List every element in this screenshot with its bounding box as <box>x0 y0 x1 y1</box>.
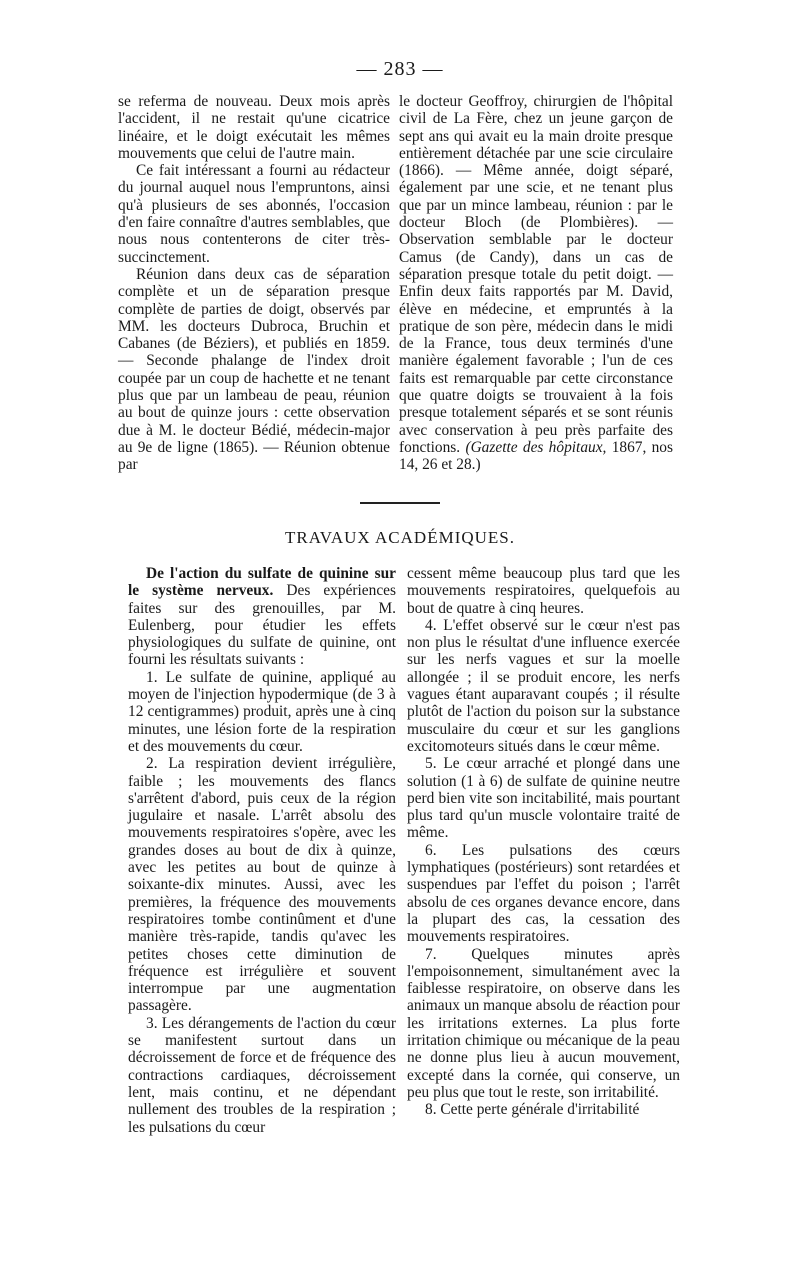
paragraph: 1. Le sulfate de quinine, appliqué au moyen de l'injection hypodermique (de 3 à 12 centigrammes) produit, après une à cinq minutes, une lésion forte de la respiration et des mouvements du cœur. <box>128 668 396 755</box>
citation-reference: 1867, nos 14, 26 et 28.) <box>399 438 673 474</box>
paragraph: 6. Les pulsations des cœurs lymphatiques (postérieurs) sont retardées et suspendues par l'effet du poison ; l'arrêt absolu de ces organes devance encore, dans la plupart des cas, la cessation des mouvements respiratoires. <box>407 841 680 946</box>
article-intro <box>128 565 396 669</box>
paragraph: 7. Quelques minutes après l'empoisonnement, simultanément avec la faiblesse respiratoire, on observe dans les animaux un manque absolu de réaction pour les irritations externes. La plus forte irritation chimique ou mécanique de la peau ne donne plus lieu à aucun mouvement, excepté dans la cornée, qui conserve, un peu plus que tout le reste, son irritabilité. <box>407 945 680 1101</box>
article-heading: De l'action du sulfate de quinine sur le système nerveux. <box>128 565 396 600</box>
bottom-right-column <box>407 565 680 1119</box>
paragraph-text: Des expériences faites sur des grenouilles, par M. Eulenberg, pour étudier les effets physiologiques du sulfate de quinine, ont fourni les résultats suivants : <box>128 582 396 669</box>
paragraph <box>399 93 673 474</box>
top-left-column <box>118 93 390 474</box>
top-right-column <box>399 93 673 474</box>
paragraph-text: le docteur Geoffroy, chirurgien de l'hôpital civil de La Fère, chez un jeune garçon de sept ans qui avait eu la main droite presque entièrement détachée par une scie circulaire (1866). — Même année, doigt séparé, également par une scie, et ne tenant plus que par un mince lambeau, réunion : par le docteur Bloch (de Plombières). — Observation semblable par le docteur Camus (de Candy), dans un cas de séparation presque totale du petit doigt. — Enfin deux faits rapportés par M. David, élève en médecine, et empruntés à la pratique de son père, médecin dans le midi de la France, tous deux terminés d'une manière également favorable ; l'un de ces faits est remarquable par cette circonstance que quatre doigts se trouvaient à la fois presque totalement séparés et se sont réunis avec conservation à peu près parfaite des fonctions. <box>399 93 673 456</box>
section-title: TRAVAUX ACADÉMIQUES. <box>284 528 515 547</box>
paragraph: cessent même beaucoup plus tard que les mouvements respiratoires, quelquefois au bout de quatre à cinq heures. <box>407 565 680 617</box>
paragraph: 3. Les dérangements de l'action du cœur se manifestent surtout dans un décroissement de force et de fréquence des contractions cardiaques, décroissement lent, mais continu, et ne dépendant nullement des troubles de la respiration ; les pulsations du cœur <box>128 1014 396 1136</box>
paragraph: Ce fait intéressant a fourni au rédacteur du journal auquel nous l'empruntons, ainsi qu'à plusieurs de ses abonnés, l'occasion d'en faire connaître d'autres semblables, que nous nous contenterons de citer très-succinctement. <box>118 162 390 266</box>
bottom-left-column <box>128 565 396 1136</box>
paragraph: 4. L'effet observé sur le cœur n'est pas non plus le résultat d'une influence exercée sur les nerfs vagues et sur la moelle allongée ; il se produit encore, les nerfs vagues étant auparavant coupés ; il résulte plutôt de l'action du poison sur la substance musculaire du cœur et sur les ganglions excitomoteurs situés dans le cœur même. <box>407 616 680 755</box>
paragraph: Réunion dans deux cas de séparation complète et un de séparation presque complète de parties de doigt, observés par MM. les docteurs Dubroca, Bruchin et Cabanes (de Béziers), et publiés en 1859. — Seconde phalange de l'index droit coupée par un coup de hachette et ne tenant plus que par un lambeau de peau, réunion au bout de quinze jours : cette observation due à M. le docteur Bédié, médecin-major au 9e de ligne (1865). — Réunion obtenue par <box>118 265 390 474</box>
paragraph: 8. Cette perte générale d'irritabilité <box>425 1101 640 1119</box>
citation-source: (Gazette des hôpitaux, <box>465 438 607 456</box>
paragraph: 5. Le cœur arraché et plongé dans une solution (1 à 6) de sulfate de quinine neutre perd bien vite son incitabilité, mais pourtant plus tard qu'un muscle volontaire traité de même. <box>407 755 680 842</box>
paragraph: 2. La respiration devient irrégulière, faible ; les mouvements des flancs s'arrêtent d'abord, puis ceux de la région jugulaire et nasale. L'arrêt absolu des mouvements respiratoires s'opère, avec les grandes doses au bout de dix à quinze, avec les petites au bout de quinze à soixante-dix minutes. Aussi, avec les premières, la fréquence des mouvements respiratoires tombe continûment et d'une manière très-rapide, tandis qu'avec les petites choses cette diminution de fréquence est irrégulière et souvent interrompue par une augmentation passagère. <box>128 755 396 1015</box>
paragraph: se referma de nouveau. Deux mois après l'accident, il ne restait qu'une cicatrice linéaire, et le doigt exécutait les mêmes mouvements que celui de l'autre main. <box>118 93 390 162</box>
section-divider <box>360 502 440 504</box>
page-number: — 283 — <box>356 58 444 80</box>
